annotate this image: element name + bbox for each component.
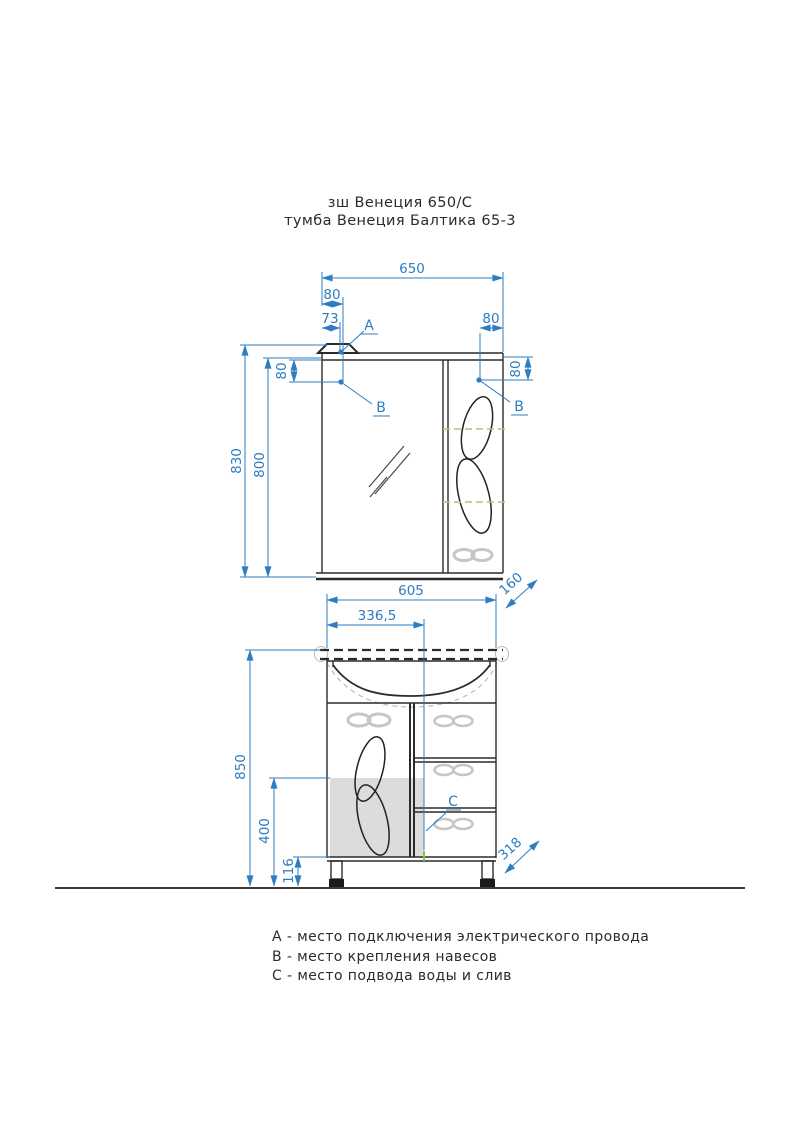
washbasin-top-edge: [315, 647, 509, 662]
dim-plinth-116: [281, 857, 330, 886]
point-a-callout: [338, 318, 378, 355]
dim-offset-80-right: [480, 311, 503, 379]
legend-item-c: С - место подвода воды и слив: [272, 968, 512, 984]
dim-830-label: 830: [229, 448, 245, 474]
dim-73-label: 73: [321, 311, 339, 327]
legend: [272, 928, 649, 987]
dim-depth-160: [496, 569, 537, 608]
dim-650-label: 650: [399, 261, 425, 277]
dim-605-label: 605: [398, 583, 424, 599]
dim-depth-318: [495, 834, 539, 873]
dim-318-label: 318: [495, 834, 526, 864]
dim-width-605: [327, 583, 496, 648]
dim-800-label: 800: [252, 452, 268, 478]
vanity-drawing: [55, 647, 745, 889]
legend-item-b: В - место крепления навесов: [272, 948, 498, 965]
dim-850-label: 850: [233, 754, 249, 780]
dim-80-right-label: 80: [482, 311, 500, 327]
point-a-label: A: [364, 318, 374, 334]
basin-bowl-curve: [333, 665, 490, 696]
foot-right: [480, 879, 495, 887]
drawer-handle-3-icon: [435, 819, 473, 829]
door-handle-icon: [454, 550, 492, 561]
vanity-door-handle-icon: [348, 714, 390, 726]
foot-left: [329, 879, 344, 887]
point-b-left-label: B: [376, 400, 386, 416]
basin-bowl-shadow: [327, 663, 497, 707]
dim-b-left-drop-80: [274, 360, 341, 382]
dim-height-800: [252, 358, 322, 577]
title-line-2: тумба Венеция Балтика 65-3: [284, 213, 516, 229]
point-b-left-callout: [338, 379, 390, 416]
door-decor-swirl-icon: [450, 394, 498, 537]
dim-116-label: 116: [281, 858, 297, 884]
leg-right: [482, 861, 493, 879]
dim-width-650: [322, 261, 503, 352]
dim-336-label: 336,5: [357, 608, 397, 624]
dim-80-bleft-label: 80: [274, 362, 290, 380]
shelf-marks: [443, 429, 505, 502]
dim-80-bright-label: 80: [508, 360, 524, 378]
dim-160-label: 160: [496, 569, 527, 599]
title-line-1: зш Венеция 650/С: [327, 195, 473, 211]
drawer-handle-1-icon: [435, 716, 473, 726]
mirror-reflection-hatch-icon: [369, 446, 410, 497]
point-c-label: C: [448, 794, 458, 810]
drawer-handle-2-icon: [435, 765, 473, 775]
leg-left: [331, 861, 342, 879]
point-b-right-label: B: [514, 399, 524, 415]
dim-400-label: 400: [257, 818, 273, 844]
dim-80-left-label: 80: [323, 287, 341, 303]
dim-height-850: [233, 650, 321, 886]
legend-item-a: А - место подключения электрического провода: [272, 929, 650, 945]
